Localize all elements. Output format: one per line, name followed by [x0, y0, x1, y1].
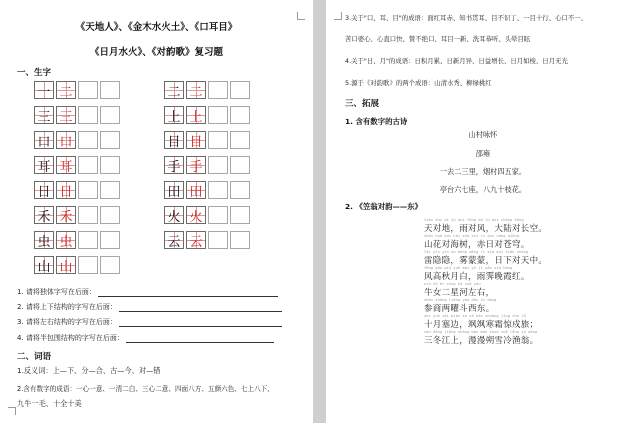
subheading-number-poem: 1. 含有数字的古诗: [345, 117, 408, 126]
verse-text: 参商两曜斗西东。: [424, 304, 495, 314]
subheading-duiyun: 2. 《笠翁对韵——东》: [345, 202, 423, 211]
verse-pinyin: tiān duì dì yǔ duì fēng dà lù duì cháng kōng: [424, 218, 524, 222]
char-cell: [186, 181, 206, 199]
practice-char: 日: [59, 184, 73, 200]
blank-cell: [78, 231, 98, 249]
practice-char: 三: [59, 109, 73, 125]
practice-char: 耳: [59, 159, 73, 175]
practice-char: 虫: [59, 234, 73, 250]
blank-cell: [78, 206, 98, 224]
char-cell: [34, 231, 54, 249]
question-text: 3. 请将左右结构的字写在后面：: [17, 318, 117, 326]
practice-char: 口: [59, 134, 73, 150]
blank-cell: [100, 156, 120, 174]
practice-char: 二: [59, 84, 73, 100]
verse-text: 天对地，雨对风，大陆对长空。: [424, 224, 548, 234]
verse-text: 牛女二星河左右，: [424, 288, 495, 298]
blank-cell: [78, 106, 98, 124]
verse-text: 雷隐隐，雾蒙蒙，日下对天中。: [424, 256, 548, 266]
char-cell: [164, 231, 184, 249]
practice-char: 目: [189, 134, 203, 150]
char-cell: [186, 206, 206, 224]
verse-row: [424, 234, 552, 250]
char-cell: [56, 206, 76, 224]
item3-line-2: 苦口婆心、心直口快、赞不绝口、耳目一新、洗耳恭听、头晕目眩: [345, 35, 531, 43]
char-grid-pair: [34, 206, 122, 224]
model-char: 一: [37, 84, 51, 100]
blank-cell: [208, 231, 228, 249]
blank-cell: [208, 131, 228, 149]
document-title-line-1: 《天地人》、《金木水火土》、《口耳目》: [75, 22, 238, 33]
verse-text: 风高秋月白，雨霁晚霞红。: [424, 272, 530, 282]
char-cell: [56, 256, 76, 274]
idioms-line-2: 九牛一毛、十全十美: [17, 399, 82, 408]
blank-cell: [78, 156, 98, 174]
verse-pinyin: sān dōng jiāng shàng màn màn shuò xuě lěng yú wēng: [424, 330, 538, 334]
verse-row: [424, 298, 552, 314]
blank-cell: [100, 106, 120, 124]
char-cell: [34, 206, 54, 224]
char-cell: [186, 156, 206, 174]
char-cell: [56, 106, 76, 124]
practice-char: 上: [189, 109, 203, 125]
char-cell: [164, 156, 184, 174]
verse-pinyin: léi yǐn yǐn wù méng méng rì xià duì tiān zhōng: [424, 250, 529, 254]
item5-line: 5.源于《对韵歌》的两个成语：山清水秀、柳绿桃红: [345, 79, 492, 87]
model-char: 山: [37, 259, 51, 275]
model-char: 火: [167, 209, 181, 225]
practice-char: 禾: [59, 209, 73, 225]
model-char: 手: [167, 159, 181, 175]
char-cell: [34, 131, 54, 149]
char-grid-pair: [34, 181, 122, 199]
model-char: 上: [167, 109, 181, 125]
char-cell: [56, 231, 76, 249]
section-heading-extension: 三、拓展: [345, 99, 380, 109]
item4-line: 4.关于"日、月"的成语：日积月累、日新月异、日益增长、日月如梭、日月无光: [345, 57, 568, 65]
char-cell: [186, 81, 206, 99]
answer-line[interactable]: [119, 303, 282, 312]
page-corner-mark: [334, 12, 342, 20]
answer-line[interactable]: [126, 334, 274, 343]
question-item: [17, 287, 307, 297]
char-grid-pair: [34, 156, 122, 174]
model-char: 田: [167, 184, 181, 200]
document-title-line-2: 《日月水火》、《对韵歌》复习题: [89, 47, 223, 58]
section-heading-characters: 一、生字: [17, 68, 52, 78]
blank-cell: [208, 81, 228, 99]
verse-pinyin: shān huā duì hǎi shù chì rì duì cāng qióng: [424, 234, 520, 238]
char-cell: [186, 231, 206, 249]
char-grid-pair: [164, 206, 252, 224]
char-cell: [164, 181, 184, 199]
practice-char: 火: [189, 209, 203, 225]
blank-cell: [100, 206, 120, 224]
char-grid-pair: [164, 156, 252, 174]
practice-char: 田: [189, 184, 203, 200]
model-char: 三: [37, 109, 51, 125]
question-text: 4. 请将半包围结构的字写在后面：: [17, 334, 124, 342]
char-cell: [56, 181, 76, 199]
blank-cell: [78, 81, 98, 99]
question-text: 2. 请将上下结构的字写在后面：: [17, 303, 117, 311]
model-char: 口: [37, 134, 51, 150]
verse-text: 山花对海树，赤日对苍穹。: [424, 240, 530, 250]
blank-cell: [78, 131, 98, 149]
blank-cell: [208, 106, 228, 124]
model-char: 虫: [37, 234, 51, 250]
char-cell: [186, 131, 206, 149]
verse-row: [424, 218, 552, 234]
question-item: [17, 333, 307, 343]
answer-line[interactable]: [119, 318, 282, 327]
char-cell: [56, 81, 76, 99]
char-grid-pair: [34, 231, 122, 249]
char-grid-pair: [164, 131, 252, 149]
char-cell: [164, 206, 184, 224]
model-char: 云: [167, 234, 181, 250]
verse-text: 三冬江上，漫漫朔雪冷渔翁。: [424, 336, 539, 346]
item3-line-1: 3.关于"口、耳、目"的成语：面红耳赤、知书贯耳、目不识丁、一目十行、心口不一、: [345, 14, 588, 22]
char-grid-pair: [164, 231, 252, 249]
char-grid-pair: [164, 81, 252, 99]
blank-cell: [100, 81, 120, 99]
verse-pinyin: shēn shāng liǎng yào dǒu xī dōng: [424, 298, 497, 302]
char-cell: [34, 81, 54, 99]
blank-cell: [100, 181, 120, 199]
blank-cell: [208, 206, 228, 224]
model-char: 二: [167, 84, 181, 100]
verse-row: [424, 266, 552, 282]
verse-text: 十月塞边，飒飒寒霜惊戍旅；: [424, 320, 539, 330]
practice-char: 云: [189, 234, 203, 250]
blank-cell: [230, 206, 250, 224]
duiyun-verse-block: [424, 218, 552, 346]
char-grid-pair: [34, 256, 122, 274]
practice-char: 手: [189, 159, 203, 175]
poem-title: 山村咏怀: [468, 130, 498, 139]
blank-cell: [208, 156, 228, 174]
char-grid-pair: [164, 106, 252, 124]
blank-cell: [78, 181, 98, 199]
blank-cell: [100, 231, 120, 249]
verse-row: [424, 330, 552, 346]
char-grid-pair: [34, 131, 122, 149]
question-item: [17, 302, 307, 312]
poem-line-1: 一去二三里，烟村四五家。: [439, 167, 527, 176]
char-cell: [164, 131, 184, 149]
blank-cell: [230, 156, 250, 174]
blank-cell: [100, 131, 120, 149]
model-char: 耳: [37, 159, 51, 175]
blank-cell: [230, 181, 250, 199]
model-char: 日: [37, 184, 51, 200]
verse-row: [424, 250, 552, 266]
blank-cell: [230, 81, 250, 99]
blank-cell: [78, 256, 98, 274]
verse-row: [424, 282, 552, 298]
blank-cell: [100, 256, 120, 274]
char-grid-pair: [34, 106, 122, 124]
practice-char: 山: [59, 259, 73, 275]
poem-line-2: 亭台六七座，八九十枝花。: [439, 185, 527, 194]
char-cell: [34, 181, 54, 199]
verse-pinyin: shí yuè sāi biān sà sà hán shuāng jīng shù lǚ: [424, 314, 526, 318]
blank-cell: [230, 131, 250, 149]
page-corner-mark: [8, 407, 16, 415]
model-char: 目: [167, 134, 181, 150]
answer-line[interactable]: [98, 288, 278, 297]
char-cell: [34, 256, 54, 274]
blank-cell: [230, 106, 250, 124]
question-text: 1. 请将独体字写在后面：: [17, 288, 96, 296]
blank-cell: [208, 181, 228, 199]
char-cell: [164, 81, 184, 99]
poem-author: 邵雍: [475, 149, 491, 158]
idioms-line-1: 2.含有数字的成语：一心一意、一清二白、三心二意、四面八方、五颜六色、七上八下、: [17, 385, 274, 393]
verse-pinyin: fēng gāo qiū yuè bái yǔ jì wǎn xiá hóng: [424, 266, 513, 270]
practice-char: 二: [189, 84, 203, 100]
char-cell: [34, 106, 54, 124]
char-cell: [56, 131, 76, 149]
question-item: [17, 317, 307, 327]
char-cell: [34, 156, 54, 174]
blank-cell: [230, 231, 250, 249]
char-cell: [186, 106, 206, 124]
char-grid-pair: [34, 81, 122, 99]
verse-row: [424, 314, 552, 330]
model-char: 禾: [37, 209, 51, 225]
verse-pinyin: niú nǚ èr xīng hé zuǒ yòu: [424, 282, 481, 286]
char-cell: [164, 106, 184, 124]
char-cell: [56, 156, 76, 174]
left-document-page: [0, 0, 313, 423]
section-heading-vocabulary: 二、词语: [17, 352, 52, 362]
char-grid-pair: [164, 181, 252, 199]
antonyms-line: 1.反义词：上—下、分—合、古—今、对—错: [17, 366, 161, 375]
